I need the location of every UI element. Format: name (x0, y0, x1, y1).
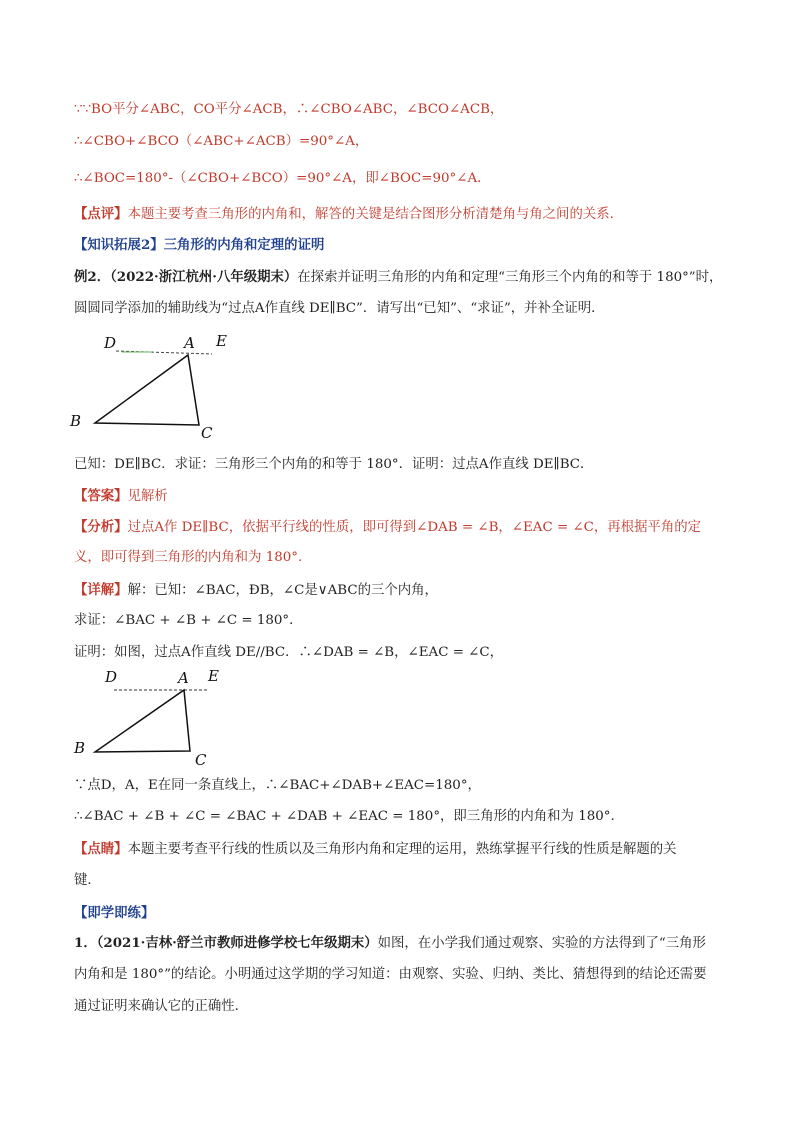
given-line: 已知：DE∥BC．求证：三角形三个内角的和等于 180°．证明：过点A作直线 DE∥BC． (74, 457, 594, 472)
detail-text: 解：已知：∠BAC，ÐB，∠C是∨ABC的三个内角， (127, 583, 438, 598)
practice-heading: 【即学即练】 (74, 905, 155, 921)
answer-tag: 【答案】 (74, 488, 128, 504)
triangle-figure-2 (60, 664, 260, 770)
label-e: E (216, 332, 227, 350)
detail-tag: 【详解】 (74, 582, 128, 598)
detail-line-1 (74, 581, 438, 600)
triangle-abc (95, 690, 190, 752)
remark-text: 本题主要考查平行线的性质以及三角形内角和定理的运用，熟练掌握平行线的性质是解题的关 (127, 842, 677, 857)
detail-line-3: 证明：如图，过点A作直线 DE//BC．∴∠DAB = ∠B，∠EAC = ∠C， (74, 645, 504, 660)
section-heading: 【知识拓展2】三角形的内角和定理的证明 (74, 237, 325, 253)
solution-line-1: ∵∵BO平分∠ABC，CO平分∠ACB，∴∠CBO∠ABC，∠BCO∠ACB， (74, 102, 504, 117)
answer-line (74, 487, 168, 506)
label-c: C (201, 424, 213, 442)
analysis-tag: 【分析】 (74, 519, 128, 535)
comment-line (74, 205, 623, 224)
practice-source: 1．（2021·吉林·舒兰市教师进修学校七年级期末） (74, 935, 378, 951)
practice-line-1 (74, 934, 706, 953)
example-text: 在探索并证明三角形的内角和定理“三角形三个内角的和等于 180°”时， (297, 270, 723, 285)
analysis-line-1 (74, 518, 701, 537)
remark-line-1 (74, 840, 677, 859)
label-c: C (195, 751, 207, 769)
analysis-line-2: 义，即可得到三角形的内角和为 180°. (74, 550, 303, 565)
example-line-1 (74, 268, 722, 287)
remark-tag: 【点睛】 (74, 841, 128, 857)
practice-line-3: 通过证明来确认它的正确性． (74, 999, 249, 1014)
solution-line-3: ∴∠BOC=180°-（∠CBO+∠BCO）=90°∠A，即∠BOC=90°∠A． (74, 171, 491, 186)
label-b: B (74, 739, 86, 757)
example-source: 例2．（2022·浙江杭州·八年级期末） (74, 269, 298, 285)
example-line-2: 圆圆同学添加的辅助线为“过点A作直线 DE∥BC”．请写出“已知”、“求证”，并补全证明． (74, 301, 605, 316)
label-e: E (208, 667, 219, 685)
label-a: A (184, 334, 195, 352)
label-a: A (178, 669, 189, 687)
proof-line-2: ∴∠BAC + ∠B + ∠C = ∠BAC + ∠DAB + ∠EAC = 180°，即三角形的内角和为 180°. (74, 809, 615, 824)
label-d: D (104, 334, 117, 352)
triangle-figure-1 (60, 326, 260, 444)
analysis-text: 过点A作 DE∥BC，依据平行线的性质，即可得到∠DAB = ∠B，∠EAC = ∠C，再根据平角的定 (127, 520, 702, 535)
comment-text: 本题主要考查三角形的内角和，解答的关键是结合图形分析清楚角与角之间的关系． (127, 207, 624, 222)
comment-tag: 【点评】 (74, 206, 128, 222)
detail-line-2: 求证：∠BAC + ∠B + ∠C = 180°． (74, 613, 303, 628)
label-d: D (105, 668, 118, 686)
triangle-abc (95, 355, 199, 425)
solution-line-2: ∴∠CBO+∠BCO（∠ABC+∠ACB）=90°∠A， (74, 134, 369, 149)
proof-line-1: ∵点D，A，E在同一条直线上，∴∠BAC+∠DAB+∠EAC=180°， (74, 778, 481, 793)
practice-text: 如图，在小学我们通过观察、实验的方法得到了“三角形 (377, 936, 706, 951)
label-b: B (70, 412, 82, 430)
answer-text: 见解析 (127, 489, 168, 504)
practice-line-2: 内角和是 180°”的结论。小明通过这学期的学习知道：由观察、实验、归纳、类比、猜想得到的结论还需要 (74, 967, 707, 982)
remark-line-2: 键． (74, 873, 101, 888)
